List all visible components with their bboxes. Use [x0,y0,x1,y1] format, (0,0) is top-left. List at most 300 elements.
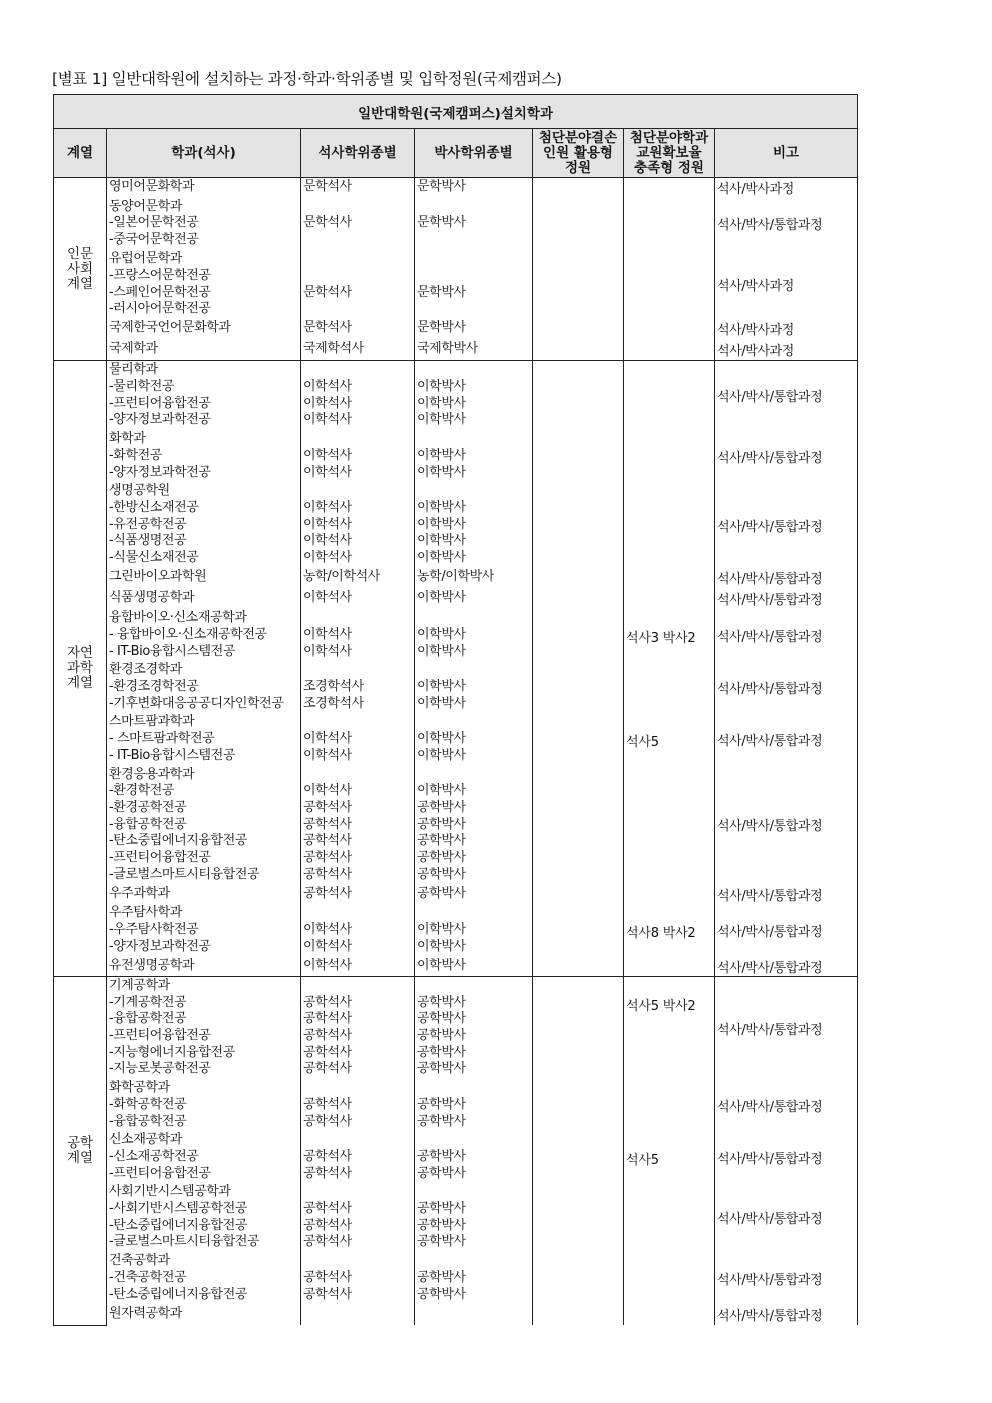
doctor-degree-cell-line [417,714,530,731]
dept-cell-line: -신소재공학전공 [109,1148,199,1164]
doctor-degree-cell [415,319,533,339]
quota-faculty-cell: 석사8 박사2 [624,904,715,956]
master-degree-cell-line: 공학석사 [303,1286,352,1302]
master-degree-cell-line: 공학석사 [303,1234,352,1250]
master-degree-cell-line [303,610,412,627]
doctor-degree-cell [415,1079,533,1131]
doctor-degree-cell [415,609,533,661]
master-degree-cell-line: 공학석사 [303,994,352,1010]
dept-cell [107,430,301,482]
doctor-degree-cell-line: 이학박사 [417,678,466,694]
table-row [54,956,858,976]
doctor-degree-cell-line: 공학박사 [417,1201,466,1217]
quota-faculty-cell [624,1079,715,1131]
dept-cell-line: -프랑스어문학전공 [109,267,211,283]
header-note: 비고 [715,129,858,178]
dept-cell [107,661,301,713]
table-row [54,568,858,588]
master-degree-cell-line: 공학석사 [303,1113,352,1129]
series-cell [54,976,107,1325]
doctor-degree-cell-line: 공학박사 [417,1011,466,1027]
master-degree-cell-line [303,662,412,679]
table-row [54,250,858,319]
dept-cell-line: 건축공학과 [109,1253,170,1269]
dept-cell-line: -우주탐사학전공 [109,921,199,937]
master-degree-cell [301,713,415,765]
master-degree-cell [301,197,415,250]
doctor-degree-cell [415,661,533,713]
quota-deficit-cell [533,430,624,482]
master-degree-cell-line: 공학석사 [303,1044,352,1060]
quota-deficit-cell [533,766,624,885]
note-cell: 석사/박사/통합과정 [715,430,858,482]
header-quota-faculty [624,129,715,178]
doctor-degree-cell [415,361,533,430]
doctor-degree-cell-line: 이학박사 [417,783,466,799]
dept-cell-line: - 융합바이오·신소재공학전공 [109,626,267,642]
doctor-degree-cell-line: 공학박사 [417,885,466,901]
master-degree-cell-line: 이학석사 [303,957,352,973]
note-cell: 석사/박사/통합과정 [715,568,858,588]
table-row [54,430,858,482]
dept-cell-line: 그린바이오과학원 [109,569,207,585]
header-quota-deficit-line: 인원 활용형 [543,144,613,161]
doctor-degree-cell-line [417,767,530,784]
dept-cell-line: 유럽어문학과 [109,251,182,267]
dept-cell-line: -식물신소재전공 [109,550,199,566]
doctor-degree-cell-line: 공학박사 [417,833,466,849]
master-degree-cell-line: 농학/이학석사 [303,569,380,585]
quota-deficit-cell [533,1183,624,1252]
doctor-degree-cell-line: 이학박사 [417,533,466,549]
doctor-degree-cell-line: 문학박사 [417,179,466,195]
dept-cell-line: -식품생명전공 [109,533,187,549]
doctor-degree-cell-line: 이학박사 [417,938,466,954]
master-degree-cell [301,904,415,956]
dept-cell-line: 우주탐사학과 [109,905,182,921]
quota-deficit-cell [533,197,624,250]
table-row [54,1252,858,1304]
dept-cell-line: -프런티어융합전공 [109,395,211,411]
dept-cell-line: -사회기반시스템공학전공 [109,1201,248,1217]
doctor-degree-cell-line [417,362,530,379]
note-cell: 석사/박사/통합과정 [715,956,858,976]
doctor-degree-cell-line: 이학박사 [417,395,466,411]
master-degree-cell-line: 문학석사 [303,284,352,300]
quota-deficit-cell [533,339,624,361]
master-degree-cell-line [303,1306,412,1323]
dept-cell [107,178,301,198]
note-cell: 석사/박사과정 [715,250,858,319]
dept-cell-line: -화학공학전공 [109,1096,187,1112]
master-degree-cell-line [303,301,412,318]
header-quota-deficit [533,129,624,178]
master-degree-cell-line: 이학석사 [303,550,352,566]
dept-cell-line: 영미어문화학과 [109,179,195,195]
table-row [54,884,858,904]
dept-cell [107,339,301,361]
dept-cell [107,713,301,765]
dept-cell-line: -양자정보과학전공 [109,412,211,428]
doctor-degree-cell [415,956,533,976]
table-row [54,587,858,609]
series-cell [54,178,107,361]
master-degree-cell-line: 공학석사 [303,1165,352,1181]
doctor-degree-cell [415,904,533,956]
dept-cell-line: 우주과학과 [109,885,170,901]
master-degree-cell-line: 공학석사 [303,1028,352,1044]
table-caption: [별표 1] 일반대학원에 설치하는 과정·학과·학위종별 및 입학정원(국제캠퍼스) [52,70,562,88]
master-degree-cell-line [303,1184,412,1201]
series-name-line: 공학 [66,1134,94,1151]
dept-cell-line: -한방신소재전공 [109,499,199,515]
master-degree-cell [301,587,415,609]
note-cell: 석사/박사과정 [715,178,858,198]
dept-cell-line: -러시아어문학전공 [109,301,211,317]
doctor-degree-cell-line [417,662,530,679]
dept-cell [107,1252,301,1304]
doctor-degree-cell-line [417,268,530,285]
doctor-degree-cell-line: 이학박사 [417,412,466,428]
series-name-line: 자연 [66,645,94,662]
master-degree-cell-line: 이학석사 [303,731,352,747]
table-row [54,1131,858,1183]
doctor-degree-cell-line: 문학박사 [417,320,466,336]
master-degree-cell-line: 이학석사 [303,464,352,480]
doctor-degree-cell-line [417,610,530,627]
quota-faculty-cell [624,568,715,588]
series-name-line: 인문 [66,245,94,262]
master-degree-cell-line [303,199,412,216]
dept-cell-line: 기계공학과 [109,977,170,993]
dept-cell [107,1304,301,1325]
dept-cell-line: -환경공학전공 [109,799,187,815]
doctor-degree-cell [415,1304,533,1325]
quota-deficit-cell [533,976,624,1079]
quota-deficit-cell [533,361,624,430]
master-degree-cell [301,178,415,198]
dept-cell [107,197,301,250]
series-name-line: 과학 [66,660,94,677]
dept-cell [107,568,301,588]
series-name-line: 계열 [66,675,94,692]
master-degree-cell-line: 공학석사 [303,1217,352,1233]
doctor-degree-cell-line: 공학박사 [417,1148,466,1164]
note-cell: 석사/박사/통합과정 [715,884,858,904]
quota-faculty-cell [624,1304,715,1325]
header-series: 계열 [54,129,107,178]
table-row [54,178,858,198]
master-degree-cell-line: 문학석사 [303,179,352,195]
doctor-degree-cell-line: 문학박사 [417,215,466,231]
dept-cell-line: -일본어문학전공 [109,215,199,231]
doctor-degree-cell [415,568,533,588]
quota-deficit-cell [533,1252,624,1304]
doctor-degree-cell-line: 이학박사 [417,550,466,566]
dept-cell [107,1131,301,1183]
master-degree-cell-line [303,714,412,731]
master-degree-cell-line [303,1132,412,1149]
master-degree-cell [301,319,415,339]
quota-faculty-cell [624,1183,715,1252]
master-degree-cell-line: 공학석사 [303,816,352,832]
master-degree-cell-line: 이학석사 [303,643,352,659]
quota-faculty-cell: 석사5 [624,713,715,765]
quota-faculty-cell: 석사5 박사2 [624,976,715,1079]
doctor-degree-cell [415,1131,533,1183]
dept-cell-line: -기계공학전공 [109,994,187,1010]
doctor-degree-cell-line [417,1306,530,1323]
note-cell: 석사/박사과정 [715,319,858,339]
master-degree-cell-line: 이학석사 [303,626,352,642]
quota-deficit-cell [533,568,624,588]
master-degree-cell-line: 공학석사 [303,799,352,815]
doctor-degree-cell-line: 공학박사 [417,1286,466,1302]
master-degree-cell-line: 공학석사 [303,885,352,901]
doctor-degree-cell-line [417,1184,530,1201]
quota-faculty-cell: 석사5 [624,1131,715,1183]
table-title: 일반대학원(국제캠퍼스)설치학과 [54,95,858,129]
master-degree-cell-line [303,978,412,995]
header-quota-deficit-line: 정원 [564,159,592,176]
table-row [54,609,858,661]
quota-faculty-cell [624,587,715,609]
dept-cell [107,361,301,430]
master-degree-cell [301,884,415,904]
doctor-degree-cell-line [417,199,530,216]
dept-cell-line: -유전공학전공 [109,516,187,532]
table-row [54,766,858,885]
dept-cell-line: 신소재공학과 [109,1132,182,1148]
master-degree-cell-line: 이학석사 [303,516,352,532]
doctor-degree-cell-line: 이학박사 [417,499,466,515]
quota-deficit-cell [533,250,624,319]
master-degree-cell-line: 이학석사 [303,533,352,549]
dept-cell [107,976,301,1079]
doctor-degree-cell [415,339,533,361]
doctor-degree-cell [415,1183,533,1252]
dept-cell-line: 국제학과 [109,341,158,357]
dept-cell [107,482,301,568]
quota-faculty-cell [624,766,715,885]
dept-cell-line: -양자정보과학전공 [109,938,211,954]
doctor-degree-cell-line: 문학박사 [417,284,466,300]
quota-deficit-cell [533,1079,624,1131]
doctor-degree-cell-line [417,431,530,448]
table-row [54,1079,858,1131]
master-degree-cell-line: 공학석사 [303,1269,352,1285]
doctor-degree-cell-line: 공학박사 [417,1165,466,1181]
doctor-degree-cell [415,250,533,319]
doctor-degree-cell [415,766,533,885]
doctor-degree-cell-line: 공학박사 [417,866,466,882]
dept-cell-line: 사회기반시스템공학과 [109,1184,231,1200]
doctor-degree-cell-line: 이학박사 [417,957,466,973]
quota-faculty-cell [624,361,715,430]
doctor-degree-cell-line: 국제학박사 [417,341,478,357]
master-degree-cell-line [303,362,412,379]
doctor-degree-cell-line [417,1253,530,1270]
table-row [54,1304,858,1325]
master-degree-cell-line: 이학석사 [303,379,352,395]
master-degree-cell-line: 공학석사 [303,1011,352,1027]
doctor-degree-cell-line: 이학박사 [417,516,466,532]
quota-deficit-cell [533,609,624,661]
table-row [54,661,858,713]
master-degree-cell-line: 조경학석사 [303,678,364,694]
dept-cell [107,956,301,976]
dept-cell-line: -지능로봇공학전공 [109,1061,211,1077]
dept-cell-line: -탄소중립에너지융합전공 [109,1217,248,1233]
note-cell: 석사/박사/통합과정 [715,1079,858,1131]
master-degree-cell [301,1131,415,1183]
dept-cell [107,587,301,609]
doctor-degree-cell-line [417,251,530,268]
dept-cell-line: -융합공학전공 [109,1011,187,1027]
doctor-degree-cell-line: 이학박사 [417,379,466,395]
dept-cell-line: 화학공학과 [109,1080,170,1096]
dept-cell-line: -건축공학전공 [109,1269,187,1285]
note-cell: 석사/박사/통합과정 [715,1131,858,1183]
master-degree-cell [301,609,415,661]
quota-faculty-cell [624,884,715,904]
master-degree-cell-line: 조경학석사 [303,695,364,711]
doctor-degree-cell-line [417,301,530,318]
doctor-degree-cell-line: 공학박사 [417,1096,466,1112]
doctor-degree-cell-line: 공학박사 [417,816,466,832]
dept-cell-line: -물리학전공 [109,379,175,395]
doctor-degree-cell [415,587,533,609]
dept-cell-line: -양자정보과학전공 [109,464,211,480]
dept-cell-line: -프런티어융합전공 [109,1028,211,1044]
doctor-degree-cell-line: 공학박사 [417,1269,466,1285]
table-row [54,361,858,430]
master-degree-cell-line [303,905,412,922]
master-degree-cell-line: 이학석사 [303,395,352,411]
dept-cell [107,904,301,956]
dept-cell-line: 유전생명공학과 [109,957,195,973]
master-degree-cell-line [303,232,412,249]
header-quota-faculty-line: 첨단분야학과 [629,129,709,146]
doctor-degree-cell-line: 이학박사 [417,731,466,747]
master-degree-cell [301,568,415,588]
note-cell: 석사/박사/통합과정 [715,361,858,430]
dept-cell-line: 환경응용과학과 [109,766,195,782]
doctor-degree-cell-line: 이학박사 [417,447,466,463]
master-degree-cell [301,430,415,482]
doctor-degree-cell [415,430,533,482]
doctor-degree-cell [415,197,533,250]
master-degree-cell [301,661,415,713]
quota-deficit-cell [533,1304,624,1325]
dept-cell-line: 환경조경학과 [109,662,182,678]
master-degree-cell-line: 문학석사 [303,320,352,336]
table-row [54,976,858,1079]
doctor-degree-cell-line: 이학박사 [417,589,466,605]
table-row [54,339,858,361]
master-degree-cell [301,482,415,568]
header-quota-deficit-line: 첨단분야결손 [538,129,618,146]
dept-cell-line: -환경학전공 [109,783,175,799]
dept-cell-line: 동양어문학과 [109,198,182,214]
dept-cell [107,1183,301,1252]
doctor-degree-cell-line: 공학박사 [417,994,466,1010]
dept-cell-line: 융합바이오·신소재공학과 [109,610,247,626]
master-degree-cell-line: 공학석사 [303,1061,352,1077]
doctor-degree-cell-line [417,483,530,500]
header-dept: 학과(석사) [107,129,301,178]
table-row [54,713,858,765]
master-degree-cell-line: 공학석사 [303,850,352,866]
dept-cell-line: 원자력공학과 [109,1306,182,1322]
dept-cell-line: -탄소중립에너지융합전공 [109,833,248,849]
master-degree-cell [301,1079,415,1131]
table-row [54,482,858,568]
doctor-degree-cell-line: 공학박사 [417,1113,466,1129]
dept-cell-line: -융합공학전공 [109,816,187,832]
master-degree-cell-line [303,483,412,500]
master-degree-cell [301,361,415,430]
note-cell: 석사/박사/통합과정 [715,766,858,885]
doctor-degree-cell [415,178,533,198]
master-degree-cell-line: 이학석사 [303,938,352,954]
dept-cell-line: - IT-Bio융합시스템전공 [109,643,236,659]
doctor-degree-cell-line [417,1080,530,1097]
note-cell: 석사/박사/통합과정 [715,482,858,568]
doctor-degree-cell [415,713,533,765]
master-degree-cell-line [303,1253,412,1270]
doctor-degree-cell-line [417,1132,530,1149]
dept-cell-line: -글로벌스마트시티융합전공 [109,1234,260,1250]
quota-faculty-cell: 석사3 박사2 [624,609,715,661]
series-name-line: 계열 [66,1149,94,1166]
dept-cell [107,884,301,904]
master-degree-cell [301,250,415,319]
master-degree-cell-line [303,251,412,268]
doctor-degree-cell-line: 공학박사 [417,850,466,866]
dept-cell [107,766,301,885]
master-degree-cell-line: 공학석사 [303,833,352,849]
note-cell: 석사/박사/통합과정 [715,661,858,713]
doctor-degree-cell-line: 이학박사 [417,643,466,659]
quota-deficit-cell [533,904,624,956]
master-degree-cell-line: 이학석사 [303,499,352,515]
master-degree-cell-line: 이학석사 [303,412,352,428]
series-cell [54,361,107,977]
doctor-degree-cell-line: 이학박사 [417,747,466,763]
master-degree-cell-line: 문학석사 [303,215,352,231]
doctor-degree-cell [415,884,533,904]
master-degree-cell [301,1252,415,1304]
quota-deficit-cell [533,713,624,765]
note-cell: 석사/박사/통합과정 [715,1304,858,1325]
dept-cell-line: - 스마트팜과학전공 [109,731,215,747]
dept-cell-line: -지능형에너지융합전공 [109,1044,235,1060]
header-quota-faculty-line: 충족형 정원 [634,159,704,176]
doctor-degree-cell-line: 공학박사 [417,1028,466,1044]
table-row [54,319,858,339]
dept-cell-line: 국제한국언어문화학과 [109,320,231,336]
doctor-degree-cell-line: 이학박사 [417,464,466,480]
doctor-degree-cell-line: 이학박사 [417,626,466,642]
master-degree-cell-line [303,268,412,285]
master-degree-cell-line: 이학석사 [303,747,352,763]
series-name-line: 계열 [66,275,94,292]
doctor-degree-cell-line: 공학박사 [417,1061,466,1077]
master-degree-cell-line: 이학석사 [303,589,352,605]
master-degree-cell [301,956,415,976]
quota-deficit-cell [533,661,624,713]
